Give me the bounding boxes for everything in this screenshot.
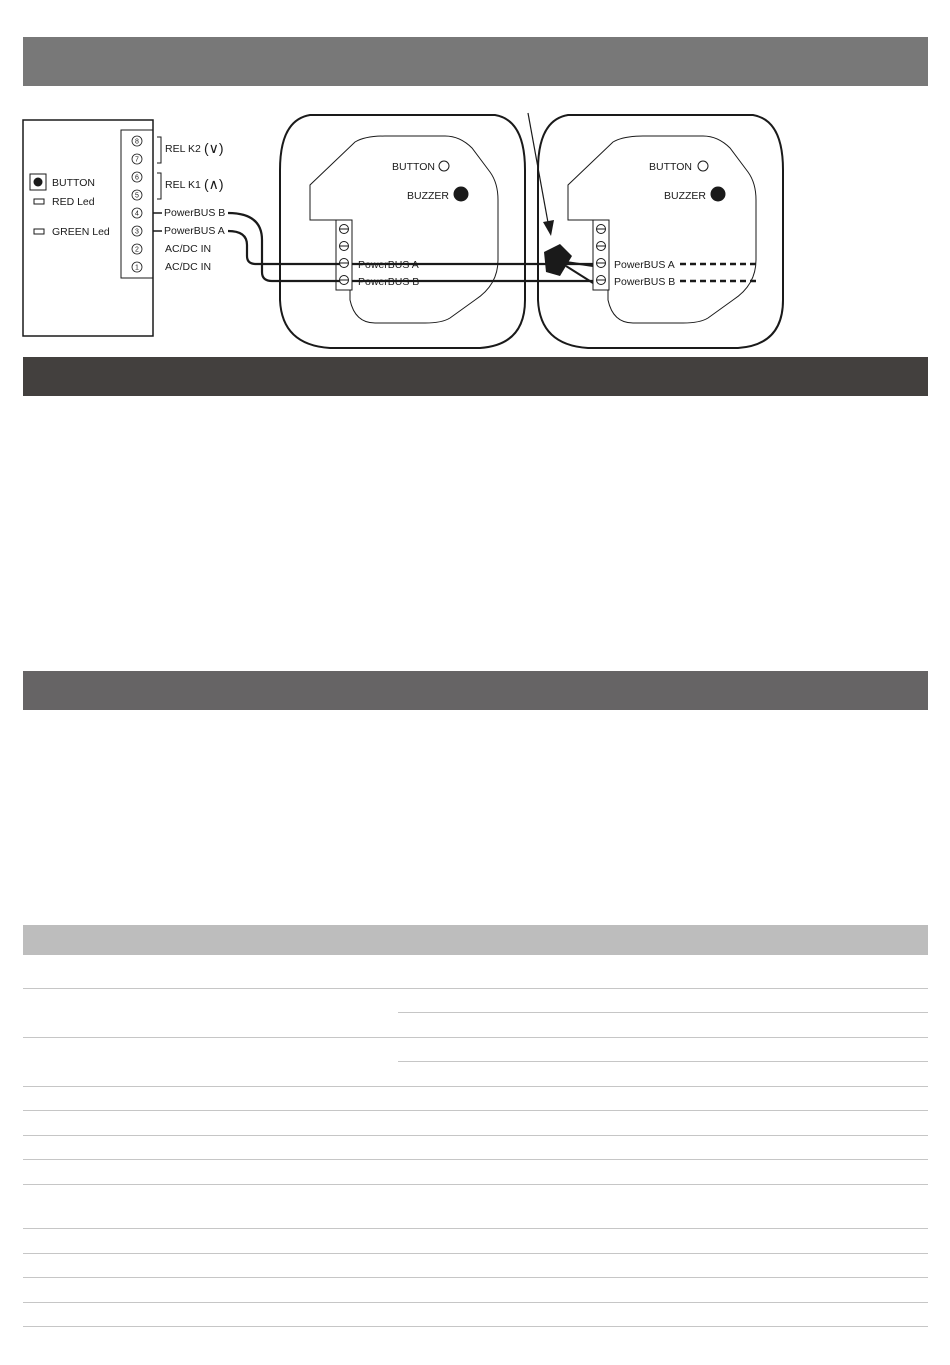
table-rule (23, 988, 928, 989)
m1-bus-a-label: PowerBUS A (358, 259, 419, 271)
m2-bus-b-label: PowerBUS B (614, 276, 676, 288)
section-bar-3 (23, 671, 928, 710)
m2-buzzer-icon (711, 187, 726, 202)
m1-button-label: BUTTON (392, 161, 435, 173)
table-rule (23, 1228, 928, 1229)
cu-button-label: BUTTON (52, 177, 95, 189)
cu-red-led-label: RED Led (52, 196, 95, 208)
m2-button-label: BUTTON (649, 161, 692, 173)
cu-powerbus-b-label: PowerBUS B (164, 207, 226, 219)
m1-buzzer-icon (454, 187, 469, 202)
m1-buzzer-label: BUZZER (407, 190, 449, 202)
terminal-4: 4 (135, 210, 139, 218)
table-rule (23, 1135, 928, 1136)
m1-bus-b-label: PowerBUS B (358, 276, 420, 288)
relay-k1-symbol: (∧) (204, 176, 224, 192)
wiring-diagram (0, 0, 950, 360)
terminal-5: 5 (135, 192, 139, 200)
terminal-1: 1 (135, 264, 139, 272)
red-led-icon (34, 199, 44, 204)
table-rule (23, 1086, 928, 1087)
relay-k2-label: REL K2 (165, 143, 201, 155)
terminal-2: 2 (135, 246, 139, 254)
relay-k2-symbol: (∨) (204, 140, 224, 156)
m2-button-icon (698, 161, 708, 171)
m2-buzzer-label: BUZZER (664, 190, 706, 202)
relay-k1-label: REL K1 (165, 179, 201, 191)
table-header-bar (23, 925, 928, 955)
cu-button-icon (34, 178, 43, 187)
table-rule (23, 1326, 928, 1327)
cu-acdc-label-2: AC/DC IN (165, 261, 212, 273)
table-rule (398, 1012, 928, 1013)
table-rule (23, 1037, 928, 1038)
m2-bus-a-label: PowerBUS A (614, 259, 675, 271)
m1-button-icon (439, 161, 449, 171)
section-bar-2 (23, 357, 928, 396)
cu-green-led-label: GREEN Led (52, 226, 110, 238)
terminal-numbers (132, 136, 142, 272)
table-rule (23, 1253, 928, 1254)
pointer-arrow-icon (528, 113, 554, 236)
table-rule (23, 1110, 928, 1111)
table-rule (23, 1302, 928, 1303)
cu-acdc-label-1: AC/DC IN (165, 243, 212, 255)
terminal-3: 3 (135, 228, 139, 236)
terminal-7: 7 (135, 156, 139, 164)
module-1 (280, 115, 525, 348)
table-rule (23, 1159, 928, 1160)
control-unit (23, 120, 225, 336)
table-rule (398, 1061, 928, 1062)
table-rule (23, 1277, 928, 1278)
cu-powerbus-a-label: PowerBUS A (164, 225, 225, 237)
green-led-icon (34, 229, 44, 234)
table-rule (23, 1184, 928, 1185)
terminal-8: 8 (135, 138, 139, 146)
terminal-6: 6 (135, 174, 139, 182)
module-2 (538, 115, 783, 348)
